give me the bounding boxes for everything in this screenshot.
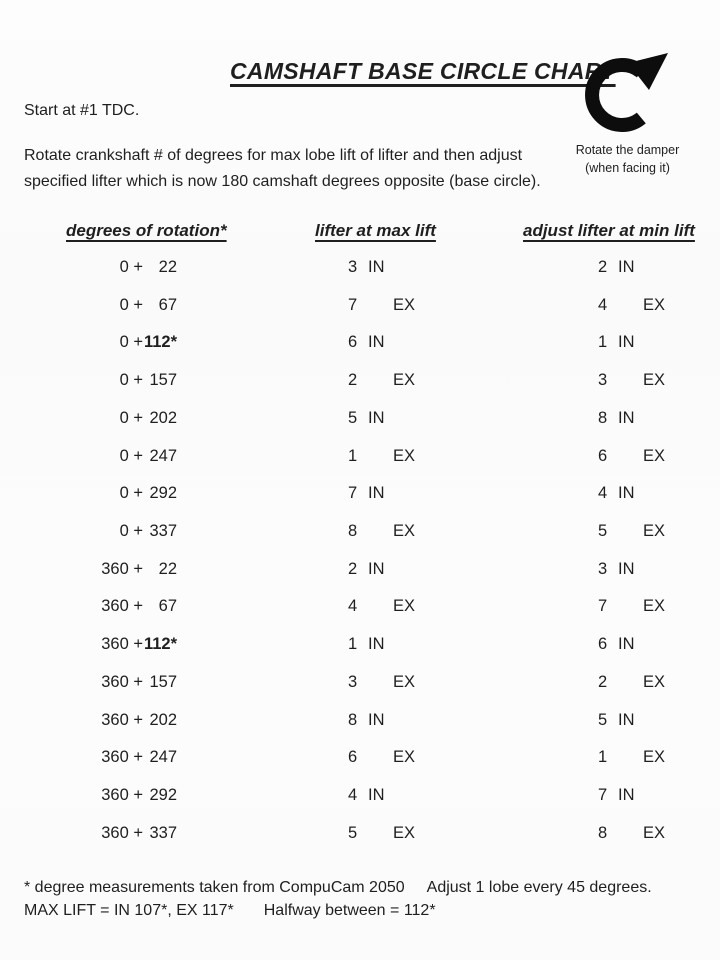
degrees-base: 360 + (101, 672, 143, 691)
max-lift-cell (348, 702, 385, 740)
max-lifter-number: 2 (348, 559, 358, 578)
min-lifter-number: 2 (598, 258, 608, 276)
table-row (0, 438, 720, 476)
footnote-max-lift: MAX LIFT = IN 107*, EX 117* (24, 901, 234, 919)
max-lifter-number: 1 (348, 635, 358, 654)
table-row (0, 702, 720, 740)
min-lift-cell (598, 739, 665, 777)
max-lifter-number: 2 (348, 371, 358, 390)
degrees-base: 0 + (119, 371, 143, 390)
degrees-base: 0 + (119, 258, 143, 276)
table-row (0, 739, 720, 777)
column-header-adjust-lifter-at-min-lift: adjust lifter at min lift (523, 221, 695, 240)
degrees-offset: 157 (149, 371, 177, 390)
min-lift-cell (598, 475, 635, 513)
degrees-base: 360 + (101, 710, 143, 729)
instructions-line2: specified lifter which is now 180 camshaft degrees opposite (base circle). (24, 173, 541, 190)
table-body (0, 249, 720, 853)
degrees-cell (63, 287, 177, 325)
degrees-offset: 67 (158, 295, 177, 314)
degrees-cell (63, 438, 177, 476)
max-lift-cell (348, 362, 415, 400)
min-lifter-number: 5 (598, 522, 608, 541)
max-lifter-type: EX (393, 672, 416, 691)
max-lift-cell (348, 815, 415, 853)
degrees-offset: 67 (158, 597, 177, 616)
table-row (0, 324, 720, 362)
min-lifter-number: 7 (598, 597, 608, 616)
max-lifter-number: 7 (348, 484, 358, 503)
max-lifter-number: 4 (348, 597, 358, 616)
degrees-offset: 157 (149, 672, 177, 691)
min-lift-cell (598, 513, 665, 551)
rotate-caption-line2: (when facing it) (585, 161, 670, 175)
max-lift-cell (348, 438, 415, 476)
table-row (0, 777, 720, 815)
max-lifter-type: EX (393, 597, 416, 616)
degrees-offset: 247 (149, 748, 177, 767)
degrees-offset: 202 (149, 408, 177, 427)
min-lifter-type: EX (643, 446, 666, 465)
degrees-base: 0 + (119, 333, 143, 352)
rotate-caption (555, 141, 700, 177)
max-lifter-type: IN (368, 484, 385, 503)
min-lifter-number: 3 (598, 371, 608, 390)
degrees-cell (63, 249, 177, 287)
min-lifter-type: EX (643, 522, 666, 541)
table-row (0, 287, 720, 325)
min-lifter-number: 6 (598, 635, 608, 654)
degrees-cell (63, 626, 177, 664)
degrees-base: 360 + (101, 823, 143, 842)
table-row (0, 664, 720, 702)
min-lift-cell (598, 551, 635, 589)
page-title: CAMSHAFT BASE CIRCLE CHART (230, 58, 616, 84)
degrees-offset: 292 (149, 786, 177, 805)
degrees-base: 0 + (119, 295, 143, 314)
max-lifter-number: 5 (348, 823, 358, 842)
min-lifter-number: 4 (598, 295, 608, 314)
max-lift-cell (348, 626, 385, 664)
footnote-source: * degree measurements taken from CompuCam 2050 (24, 879, 405, 896)
max-lifter-number: 8 (348, 522, 358, 541)
max-lifter-type: EX (393, 446, 416, 465)
min-lifter-type: EX (643, 748, 666, 767)
min-lifter-number: 7 (598, 786, 608, 805)
min-lifter-number: 8 (598, 408, 608, 427)
max-lifter-type: IN (368, 333, 385, 352)
min-lifter-number: 4 (598, 484, 608, 503)
degrees-base: 360 + (101, 635, 143, 654)
table-row (0, 626, 720, 664)
min-lifter-number: 8 (598, 823, 608, 842)
degrees-base: 360 + (101, 748, 143, 767)
degrees-base: 0 + (119, 446, 143, 465)
rotate-clockwise-icon (572, 45, 677, 150)
max-lift-cell (348, 551, 385, 589)
footnote-halfway: Halfway between = 112* (263, 901, 436, 919)
max-lift-cell (348, 777, 385, 815)
table-row (0, 249, 720, 287)
table-row (0, 400, 720, 438)
max-lift-cell (348, 287, 415, 325)
degrees-base: 0 + (119, 408, 143, 427)
degrees-offset: 337 (149, 823, 177, 842)
min-lift-cell (598, 777, 635, 815)
degrees-cell (63, 588, 177, 626)
max-lifter-type: IN (368, 408, 385, 427)
min-lift-cell (598, 664, 665, 702)
degrees-cell (63, 777, 177, 815)
rotate-caption-line1: Rotate the damper (575, 143, 680, 157)
min-lifter-number: 3 (598, 559, 608, 578)
degrees-cell (63, 513, 177, 551)
min-lift-cell (598, 287, 665, 325)
max-lifter-type: EX (393, 522, 416, 541)
min-lifter-type: EX (643, 672, 666, 691)
min-lifter-type: IN (618, 484, 635, 503)
degrees-cell (63, 815, 177, 853)
max-lift-cell (348, 400, 385, 438)
max-lifter-type: IN (368, 635, 385, 654)
min-lifter-type: IN (618, 635, 635, 654)
instructions-line1: Rotate crankshaft # of degrees for max lobe lift of lifter and then adjust (24, 147, 523, 164)
degrees-offset: 292 (149, 484, 177, 503)
footnote-adjust-rule: Adjust 1 lobe every 45 degrees. (426, 879, 652, 896)
degrees-cell (63, 551, 177, 589)
max-lifter-number: 6 (348, 333, 358, 352)
degrees-base: 360 + (101, 597, 143, 616)
max-lifter-type: EX (393, 295, 416, 314)
min-lifter-type: IN (618, 559, 635, 578)
min-lift-cell (598, 815, 665, 853)
min-lifter-type: IN (618, 408, 635, 427)
degrees-base: 0 + (119, 522, 143, 541)
max-lifter-type: IN (368, 559, 385, 578)
min-lift-cell (598, 324, 635, 362)
max-lifter-number: 5 (348, 408, 358, 427)
min-lifter-type: EX (643, 295, 666, 314)
min-lifter-type: IN (618, 710, 635, 729)
degrees-offset: 247 (149, 446, 177, 465)
table-row (0, 551, 720, 589)
max-lifter-type: IN (368, 786, 385, 805)
table-row (0, 815, 720, 853)
max-lifter-type: EX (393, 371, 416, 390)
degrees-cell (63, 664, 177, 702)
column-header-lifter-at-max-lift: lifter at max lift (315, 221, 436, 240)
min-lifter-number: 5 (598, 710, 608, 729)
footnotes (24, 877, 714, 922)
min-lifter-type: EX (643, 371, 666, 390)
max-lift-cell (348, 249, 385, 287)
column-header-degrees-of-rotation: degrees of rotation* (66, 221, 227, 240)
max-lifter-type: EX (393, 748, 416, 767)
max-lifter-number: 3 (348, 258, 358, 276)
start-instruction: Start at #1 TDC. (24, 102, 140, 119)
min-lifter-type: IN (618, 333, 635, 352)
max-lift-cell (348, 664, 415, 702)
degrees-offset: 112* (143, 635, 177, 654)
min-lift-cell (598, 362, 665, 400)
min-lifter-number: 1 (598, 748, 608, 767)
max-lifter-type: IN (368, 710, 385, 729)
table-row (0, 362, 720, 400)
min-lifter-type: IN (618, 786, 635, 805)
degrees-offset: 202 (149, 710, 177, 729)
table-row (0, 475, 720, 513)
instructions-text (24, 143, 564, 195)
min-lift-cell (598, 438, 665, 476)
degrees-offset: 337 (149, 522, 177, 541)
table-row (0, 513, 720, 551)
min-lifter-number: 6 (598, 446, 608, 465)
max-lifter-number: 1 (348, 446, 358, 465)
max-lifter-number: 4 (348, 786, 358, 805)
min-lifter-number: 2 (598, 672, 608, 691)
degrees-cell (63, 702, 177, 740)
degrees-cell (63, 400, 177, 438)
max-lift-cell (348, 739, 415, 777)
max-lift-cell (348, 475, 385, 513)
min-lift-cell (598, 400, 635, 438)
min-lifter-number: 1 (598, 333, 608, 352)
degrees-offset: 112* (143, 333, 177, 352)
max-lifter-number: 6 (348, 748, 358, 767)
degrees-cell (63, 324, 177, 362)
degrees-cell (63, 362, 177, 400)
degrees-cell (63, 739, 177, 777)
min-lift-cell (598, 249, 635, 287)
degrees-cell (63, 475, 177, 513)
min-lift-cell (598, 626, 635, 664)
degrees-offset: 22 (158, 559, 177, 578)
max-lifter-type: EX (393, 823, 416, 842)
min-lifter-type: EX (643, 597, 666, 616)
min-lift-cell (598, 588, 665, 626)
max-lifter-number: 8 (348, 710, 358, 729)
max-lift-cell (348, 588, 415, 626)
max-lifter-number: 7 (348, 295, 358, 314)
max-lifter-number: 3 (348, 672, 358, 691)
degrees-offset: 22 (158, 258, 177, 276)
degrees-base: 0 + (119, 484, 143, 503)
max-lift-cell (348, 513, 415, 551)
table-row (0, 588, 720, 626)
max-lifter-type: IN (368, 258, 385, 276)
degrees-base: 360 + (101, 786, 143, 805)
min-lifter-type: EX (643, 823, 666, 842)
max-lift-cell (348, 324, 385, 362)
min-lifter-type: IN (618, 258, 635, 276)
degrees-base: 360 + (101, 559, 143, 578)
min-lift-cell (598, 702, 635, 740)
